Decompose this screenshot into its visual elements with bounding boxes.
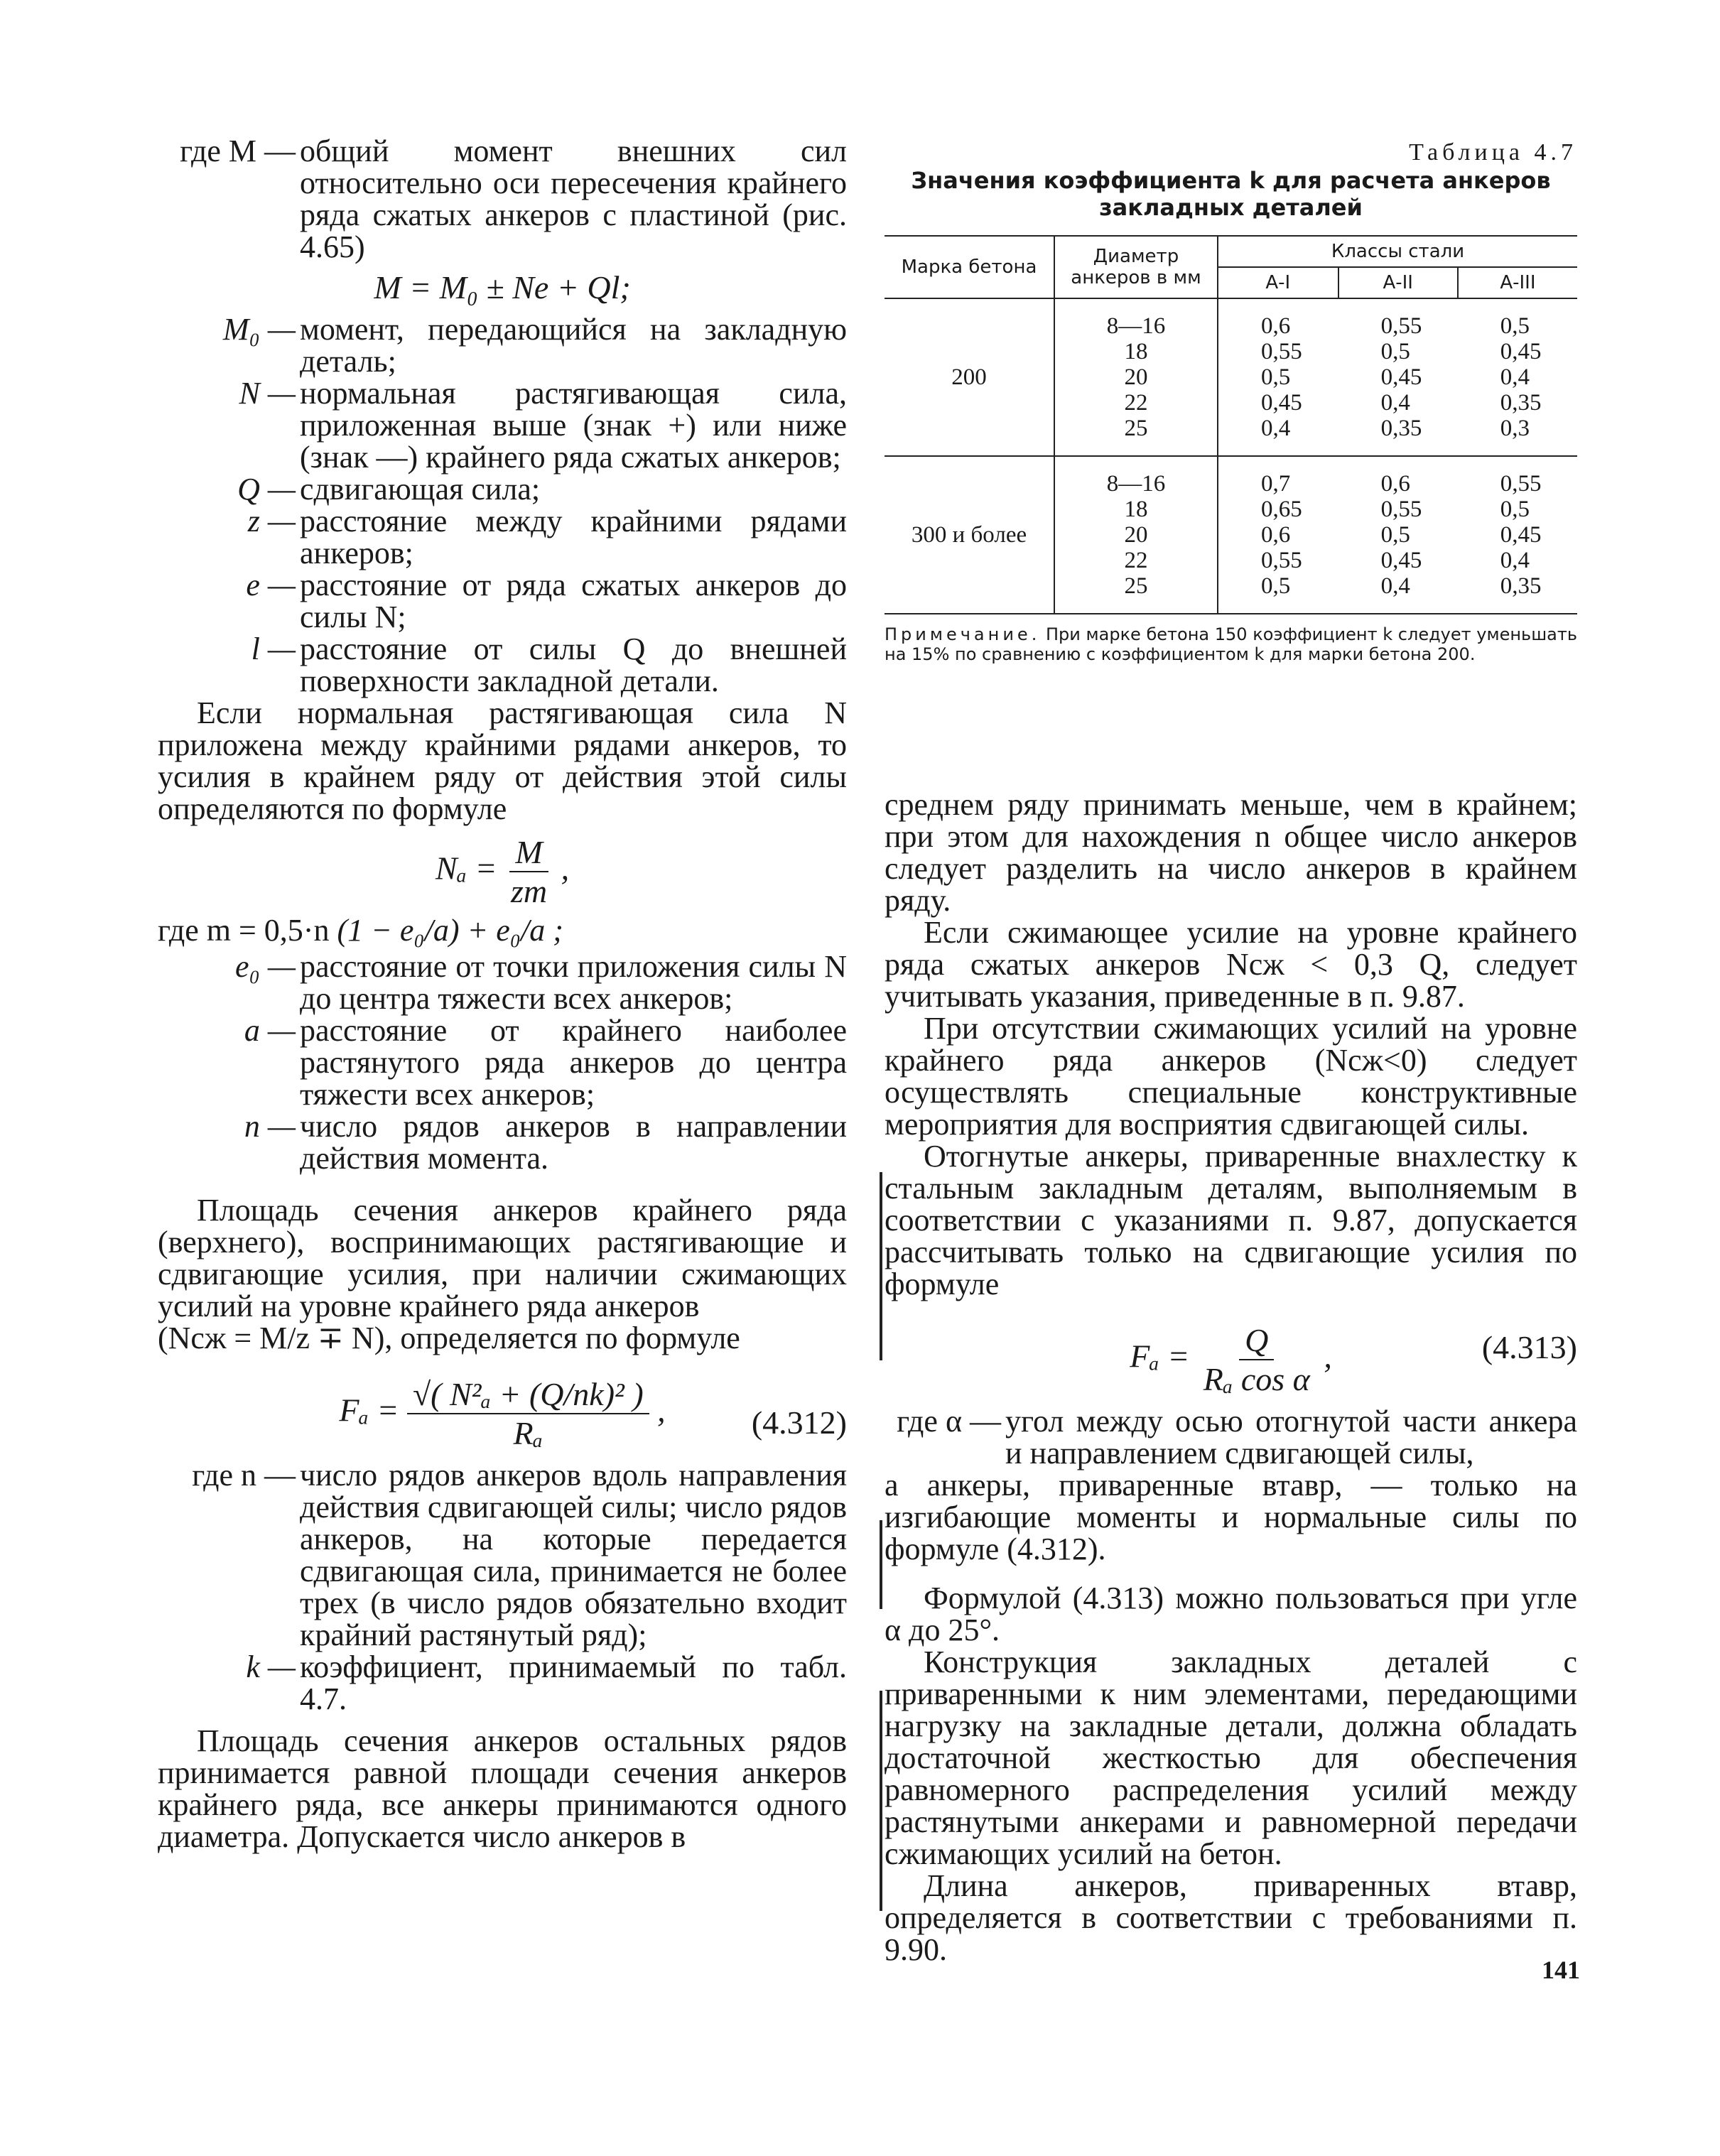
definition-term: k — xyxy=(246,1649,296,1684)
header-a1: А-I xyxy=(1218,267,1338,298)
definition-desc: расстояние от точки приложения силы N до центра тяжести всех анкеров; xyxy=(300,949,847,1016)
fraction-numerator: Q xyxy=(1239,1321,1274,1360)
definition-list-fa xyxy=(158,1459,847,1715)
cell-a1: 0,7 0,65 0,6 0,55 0,5 xyxy=(1218,456,1338,614)
formula-tail: , xyxy=(1324,1338,1332,1375)
definition-list-m-symbols xyxy=(158,950,847,1174)
header-a3: А-III xyxy=(1458,267,1577,298)
definition-term: где α — xyxy=(897,1404,1001,1439)
fraction-numerator: M xyxy=(509,833,548,872)
paragraph: Формулой (4.313) можно пользоваться при угле α до 25°. xyxy=(885,1581,1577,1647)
definition-term: где M — xyxy=(180,134,296,168)
definition-desc: число рядов анкеров вдоль направления действия сдвигающей силы; число рядов анкеров, на которые передается сдвигающая сила, принимается не более трех (в число рядов обязательно входит крайний растянутый ряд); xyxy=(300,1458,847,1652)
page-number: 141 xyxy=(1542,1956,1580,1984)
equation-number: (4.312) xyxy=(751,1404,847,1441)
definition-desc: общий момент внешних сил относительно оси пересечения крайнего ряда сжатых анкеров с пластиной (рис. 4.65) xyxy=(300,134,847,264)
definition-list-symbols xyxy=(158,313,847,697)
right-column xyxy=(885,789,1577,1966)
definition-row xyxy=(158,1110,847,1174)
definition-desc: нормальная растягивающая сила, приложенная выше (знак +) или ниже (знак —) крайнего ряда сжатых анкеров; xyxy=(300,376,847,475)
cell-a2: 0,55 0,5 0,45 0,4 0,35 xyxy=(1380,313,1422,441)
formula-m-def xyxy=(158,914,847,946)
formula-tail: , xyxy=(561,850,570,887)
paragraph: Если нормальная растягивающая сила N приложена между крайними рядами анкеров, то усилия в крайнем ряду от действия этой силы определяются по формуле xyxy=(158,695,847,826)
definition-row xyxy=(158,1651,847,1715)
definition-term: n — xyxy=(244,1109,296,1144)
cell-diameter: 8—16 18 20 22 25 xyxy=(1054,456,1218,614)
header-a2: А-II xyxy=(1338,267,1458,298)
table-section xyxy=(885,139,1577,664)
revision-bar xyxy=(880,1520,882,1609)
definition-desc: расстояние между крайними рядами анкеров; xyxy=(300,504,847,570)
table-title: Значения коэффициента k для расчета анкеров закладных деталей xyxy=(911,167,1551,221)
definition-term: N — xyxy=(239,376,296,411)
definition-term: M₀ — xyxy=(222,312,296,347)
definition-desc: сдвигающая сила; xyxy=(300,472,541,507)
header-marka: Марка бетона xyxy=(885,236,1054,298)
table-row xyxy=(885,298,1577,456)
cell-a2: 0,6 0,55 0,5 0,45 0,4 xyxy=(1380,471,1422,599)
definition-term: a — xyxy=(244,1013,296,1048)
paragraph: а анкеры, приваренные втавр, — только на изгибающие моменты и нормальные силы по формуле (4.312). xyxy=(885,1468,1577,1566)
header-diameter: Диаметр анкеров в мм xyxy=(1054,236,1218,298)
note-text: При марке бетона 150 коэффициент k следует уменьшать на 15% по сравнению с коэффициентом k для марки бетона 200. xyxy=(885,624,1577,664)
definition-desc: число рядов анкеров в направлении действия момента. xyxy=(300,1109,847,1176)
fraction xyxy=(505,833,553,910)
paragraph: Если сжимающее усилие на уровне крайнего ряда сжатых анкеров Nсж < 0,3 Q, следует учитывать указания, приведенные в п. 9.87. xyxy=(885,915,1577,1014)
equation-number: (4.313) xyxy=(1481,1329,1577,1365)
formula-lhs: Fₐ = xyxy=(339,1392,399,1429)
formula-moment: M = M₀ ± Ne + Ql; xyxy=(374,269,631,305)
fraction xyxy=(407,1375,649,1452)
definition-list-m xyxy=(158,135,847,263)
formula-lhs: Nₐ = xyxy=(435,850,497,887)
definition-row xyxy=(158,505,847,569)
formula-body: (1 − e₀/a) + e₀/a ; xyxy=(337,913,563,948)
definition-row xyxy=(158,1459,847,1651)
formula-fa-4-312 xyxy=(158,1375,847,1452)
header-classes: Классы стали xyxy=(1218,236,1577,267)
paragraph: Площадь сечения анкеров крайнего ряда (верхнего), воспринимающих растягивающие и сдвигающие усилия, при наличии сжимающих усилий на уровне крайнего ряда анкеров xyxy=(158,1193,847,1323)
definition-row xyxy=(158,135,847,263)
note-label: Примечание. xyxy=(885,624,1041,644)
paragraph-formula-inline: (Nсж = M/z ∓ N), определяется по формуле xyxy=(158,1321,740,1355)
paragraph: Отогнутые анкеры, приваренные внахлестку к стальным закладным деталям, выполняемым в соответствии с указаниями п. 9.87, допускается рассчитывать только на сдвигающие усилия по формуле xyxy=(885,1139,1577,1301)
revision-bar xyxy=(880,1691,882,1911)
definition-row xyxy=(158,633,847,697)
definition-row xyxy=(158,377,847,473)
cell-marka: 300 и более xyxy=(911,522,1027,548)
cell-a3: 0,55 0,5 0,45 0,4 0,35 xyxy=(1500,471,1542,599)
definition-row xyxy=(158,1014,847,1110)
coefficient-table xyxy=(885,235,1577,614)
table-caption: Таблица 4.7 xyxy=(1409,139,1577,166)
definition-row xyxy=(158,313,847,377)
cell-a3: 0,5 0,45 0,4 0,35 0,3 xyxy=(1500,313,1542,441)
paragraph: среднем ряду принимать меньше, чем в крайнем; при этом для нахождения n общее число анкеров следует разделить на число анкеров в крайнем ряду. xyxy=(885,787,1577,918)
definition-row xyxy=(885,1405,1577,1469)
paragraph: Длина анкеров, приваренных втавр, определяется в соответствии с требованиями п. 9.90. xyxy=(885,1868,1577,1967)
definition-desc: расстояние от силы Q до внешней поверхности закладной детали. xyxy=(300,632,847,698)
left-column xyxy=(158,135,847,1853)
definition-desc: момент, передающийся на закладную деталь; xyxy=(300,312,847,379)
paragraph: Конструкция закладных деталей с приваренными к ним элементами, передающими нагрузку на закладные детали, должна обладать достаточной жесткостью для обеспечения равномерного распределения усилий между растянутыми анкерами и равномерной передачи сжимающих усилий на бетон. xyxy=(885,1645,1577,1871)
table-header-row xyxy=(885,236,1577,267)
cell-marka: 200 xyxy=(951,364,987,390)
definition-desc: угол между осью отогнутой части анкера и направлением сдвигающей силы, xyxy=(1005,1404,1577,1470)
definition-term: e₀ — xyxy=(235,949,296,984)
revision-bar xyxy=(880,1172,882,1360)
definition-term: Q — xyxy=(237,472,296,507)
definition-list-alpha xyxy=(885,1405,1577,1469)
formula-tail: , xyxy=(657,1392,666,1429)
fraction-denominator: Rₐ cos α xyxy=(1203,1361,1310,1397)
definition-row xyxy=(158,950,847,1014)
definition-row xyxy=(158,569,847,633)
definition-term: l — xyxy=(251,632,296,666)
definition-term: где n — xyxy=(192,1458,296,1493)
formula-na xyxy=(158,833,847,910)
definition-desc: расстояние от крайнего наиболее растянутого ряда анкеров до центра тяжести всех анкеров; xyxy=(300,1013,847,1112)
definition-desc: коэффициент, принимаемый по табл. 4.7. xyxy=(300,1649,847,1716)
definition-term: e — xyxy=(246,568,296,602)
definition-row xyxy=(158,473,847,505)
formula-prefix: где m = 0,5·n xyxy=(158,913,330,948)
fraction-numerator: √( N²ₐ + (Q/nk)² ) xyxy=(407,1375,649,1414)
cell-a1: 0,6 0,55 0,5 0,45 0,4 xyxy=(1218,298,1338,456)
formula-fa-4-313 xyxy=(885,1321,1577,1398)
definition-term: z — xyxy=(247,504,296,538)
formula-lhs: Fₐ = xyxy=(1130,1338,1190,1375)
cell-diameter: 8—16 18 20 22 25 xyxy=(1054,298,1218,456)
fraction-denominator: Rₐ xyxy=(513,1415,543,1451)
table-note xyxy=(885,624,1577,664)
paragraph: При отсутствии сжимающих усилий на уровне крайнего ряда анкеров (Nсж<0) следует осуществлять специальные конструктивные мероприятия для восприятия сдвигающей силы. xyxy=(885,1011,1577,1142)
paragraph: Площадь сечения анкеров остальных рядов принимается равной площади сечения анкеров крайнего ряда, все анкеры принимаются одного диаметра. Допускается число анкеров в xyxy=(158,1723,847,1854)
fraction-denominator: zm xyxy=(511,873,548,909)
definition-desc: расстояние от ряда сжатых анкеров до силы N; xyxy=(300,568,847,634)
fraction xyxy=(1198,1321,1316,1398)
table-row xyxy=(885,456,1577,614)
